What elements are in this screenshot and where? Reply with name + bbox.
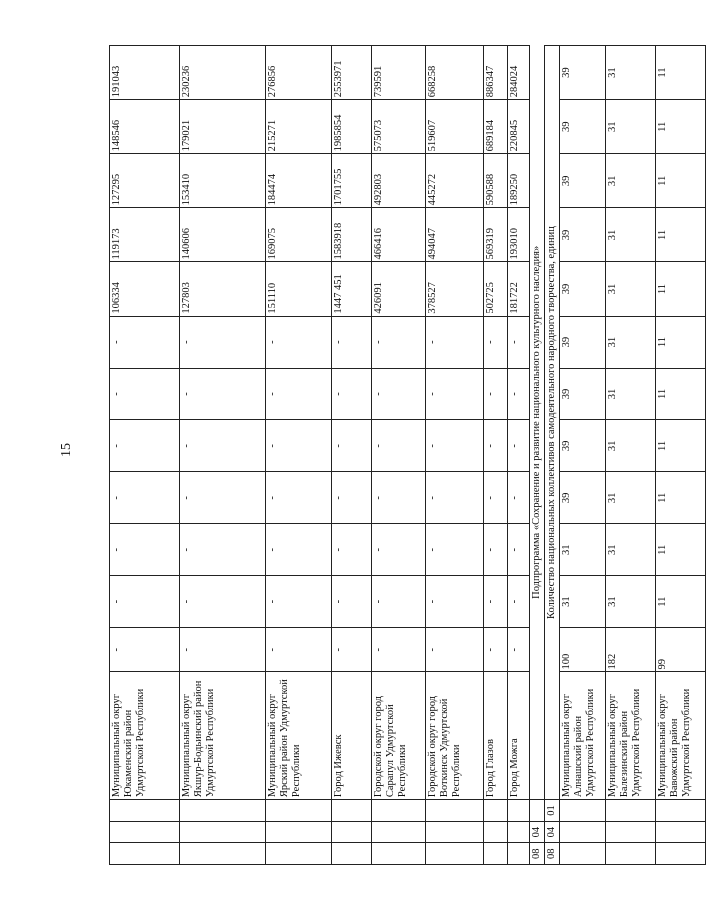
value-cell: -	[484, 576, 508, 628]
base-value-cell: -	[508, 628, 530, 672]
value-cell: 689184	[484, 100, 508, 154]
value-cell: 31	[606, 154, 656, 208]
value-cell: 39	[560, 368, 606, 420]
code-cell	[484, 843, 508, 865]
value-cell: 2553971	[332, 46, 372, 100]
value-cell: 215271	[266, 100, 332, 154]
value-cell: -	[508, 524, 530, 576]
code-cell	[606, 843, 656, 865]
code-cell	[180, 800, 266, 822]
code-cell	[372, 800, 426, 822]
code-cell	[508, 800, 530, 822]
value-cell: 31	[606, 472, 656, 524]
value-cell: -	[508, 316, 530, 368]
municipality-name-cell: Городской округ город Воткинск Удмуртской Республики	[426, 672, 484, 800]
value-cell: 193010	[508, 208, 530, 262]
municipality-name-cell: Муниципальный округ Алнашский район Удмуртской Республики	[560, 672, 606, 800]
table-row	[656, 46, 706, 865]
value-cell: -	[266, 576, 332, 628]
code-cell	[560, 800, 606, 822]
table-row	[508, 46, 530, 865]
value-cell: -	[426, 368, 484, 420]
value-cell: 11	[656, 524, 706, 576]
data-table	[109, 45, 706, 865]
value-cell: -	[180, 472, 266, 524]
municipality-name-cell: Муниципальный округ Вавожский район Удмуртской Республики	[656, 672, 706, 800]
table-row	[606, 46, 656, 865]
page-number: 15	[59, 443, 74, 457]
value-cell: 39	[560, 154, 606, 208]
code-cell	[426, 843, 484, 865]
value-cell: -	[180, 316, 266, 368]
code-cell	[332, 843, 372, 865]
table-row	[560, 46, 606, 865]
value-cell: 140606	[180, 208, 266, 262]
base-value-cell: -	[372, 628, 426, 672]
value-cell: 1701755	[332, 154, 372, 208]
municipality-name-cell: Городской округ город Сарапул Удмуртской Республики	[372, 672, 426, 800]
value-cell: 575073	[372, 100, 426, 154]
code-cell	[372, 821, 426, 843]
code-cell	[372, 843, 426, 865]
value-cell: -	[426, 524, 484, 576]
code-cell: 08	[545, 843, 560, 865]
value-cell: 179021	[180, 100, 266, 154]
value-cell: 106334	[110, 262, 180, 316]
value-cell: -	[484, 524, 508, 576]
value-cell: 31	[560, 576, 606, 628]
code-cell	[180, 843, 266, 865]
value-cell: 492803	[372, 154, 426, 208]
code-cell	[656, 821, 706, 843]
value-cell: 189250	[508, 154, 530, 208]
value-cell: -	[332, 420, 372, 472]
value-cell: 1583918	[332, 208, 372, 262]
code-cell	[266, 843, 332, 865]
code-cell	[110, 843, 180, 865]
value-cell: 11	[656, 576, 706, 628]
value-cell: 445272	[426, 154, 484, 208]
value-cell: 31	[560, 524, 606, 576]
value-cell: 151110	[266, 262, 332, 316]
value-cell: 378527	[426, 262, 484, 316]
value-cell: 31	[606, 524, 656, 576]
value-cell: 426091	[372, 262, 426, 316]
value-cell: 39	[560, 208, 606, 262]
table-body	[110, 46, 706, 865]
value-cell: 494047	[426, 208, 484, 262]
value-cell: 11	[656, 46, 706, 100]
value-cell: 466416	[372, 208, 426, 262]
municipality-name-cell: Муниципальный округ Балезинский район Удмуртской Республики	[606, 672, 656, 800]
code-cell: 04	[530, 821, 545, 843]
base-value-cell: 100	[560, 628, 606, 672]
value-cell: -	[484, 368, 508, 420]
value-cell: -	[508, 576, 530, 628]
value-cell: -	[266, 472, 332, 524]
municipality-name-cell: Город Ижевск	[332, 672, 372, 800]
value-cell: 31	[606, 576, 656, 628]
base-value-cell: -	[110, 628, 180, 672]
municipality-name-cell: Муниципальный округ Ярский район Удмуртской Республики	[266, 672, 332, 800]
code-cell	[656, 800, 706, 822]
value-cell: 31	[606, 208, 656, 262]
table-row	[332, 46, 372, 865]
value-cell: 181722	[508, 262, 530, 316]
base-value-cell: 99	[656, 628, 706, 672]
value-cell: -	[508, 368, 530, 420]
table-row	[372, 46, 426, 865]
code-cell	[266, 800, 332, 822]
value-cell: -	[110, 576, 180, 628]
value-cell: 31	[606, 46, 656, 100]
value-cell: 739591	[372, 46, 426, 100]
code-cell	[266, 821, 332, 843]
value-cell: 1985854	[332, 100, 372, 154]
value-cell: 31	[606, 420, 656, 472]
code-cell	[656, 843, 706, 865]
code-cell	[110, 800, 180, 822]
subprogram-title: Подпрограмма «Сохранение и развитие национального культурного наследия»	[530, 46, 545, 800]
code-cell	[180, 821, 266, 843]
value-cell: -	[266, 524, 332, 576]
value-cell: -	[110, 472, 180, 524]
value-cell: -	[332, 524, 372, 576]
value-cell: 220845	[508, 100, 530, 154]
code-cell	[426, 821, 484, 843]
value-cell: -	[110, 368, 180, 420]
table-row	[266, 46, 332, 865]
value-cell: -	[180, 524, 266, 576]
value-cell: 11	[656, 262, 706, 316]
value-cell: 39	[560, 316, 606, 368]
value-cell: -	[484, 316, 508, 368]
value-cell: 119173	[110, 208, 180, 262]
value-cell: 127295	[110, 154, 180, 208]
code-cell	[606, 821, 656, 843]
value-cell: -	[332, 472, 372, 524]
value-cell: -	[372, 420, 426, 472]
value-cell: 39	[560, 46, 606, 100]
value-cell: -	[484, 420, 508, 472]
value-cell: 11	[656, 472, 706, 524]
code-cell	[560, 843, 606, 865]
value-cell: -	[372, 316, 426, 368]
table-row	[180, 46, 266, 865]
value-cell: 153410	[180, 154, 266, 208]
code-cell	[426, 800, 484, 822]
base-value-cell: -	[266, 628, 332, 672]
code-cell	[606, 800, 656, 822]
value-cell: 184474	[266, 154, 332, 208]
value-cell: -	[332, 368, 372, 420]
table-row	[484, 46, 508, 865]
value-cell: -	[372, 368, 426, 420]
value-cell: -	[372, 576, 426, 628]
value-cell: -	[110, 524, 180, 576]
value-cell: 31	[606, 262, 656, 316]
value-cell: -	[426, 472, 484, 524]
value-cell: -	[180, 368, 266, 420]
value-cell: -	[266, 420, 332, 472]
code-cell	[508, 821, 530, 843]
value-cell: 148546	[110, 100, 180, 154]
value-cell: 569319	[484, 208, 508, 262]
value-cell: -	[110, 420, 180, 472]
value-cell: -	[426, 316, 484, 368]
value-cell: -	[426, 420, 484, 472]
value-cell: -	[332, 576, 372, 628]
code-cell	[530, 800, 545, 822]
value-cell: 11	[656, 368, 706, 420]
value-cell: 284024	[508, 46, 530, 100]
value-cell: 31	[606, 100, 656, 154]
value-cell: 668258	[426, 46, 484, 100]
value-cell: -	[426, 576, 484, 628]
code-cell: 08	[530, 843, 545, 865]
value-cell: 11	[656, 316, 706, 368]
indicator-row	[545, 46, 560, 865]
code-cell	[110, 821, 180, 843]
value-cell: 31	[606, 316, 656, 368]
subprogram-row	[530, 46, 545, 865]
base-value-cell: 182	[606, 628, 656, 672]
code-cell	[560, 821, 606, 843]
code-cell	[508, 843, 530, 865]
value-cell: -	[110, 316, 180, 368]
value-cell: 39	[560, 100, 606, 154]
municipality-name-cell: Муниципальный округ Якшур-Бодьинский район Удмуртской Республики	[180, 672, 266, 800]
value-cell: 11	[656, 100, 706, 154]
value-cell: 11	[656, 154, 706, 208]
municipality-name-cell: Город Можга	[508, 672, 530, 800]
value-cell: -	[180, 576, 266, 628]
code-cell: 04	[545, 821, 560, 843]
base-value-cell: -	[426, 628, 484, 672]
value-cell: 502725	[484, 262, 508, 316]
code-cell	[332, 821, 372, 843]
value-cell: 276856	[266, 46, 332, 100]
value-cell: 230236	[180, 46, 266, 100]
value-cell: -	[180, 420, 266, 472]
value-cell: 191043	[110, 46, 180, 100]
value-cell: -	[484, 472, 508, 524]
municipality-name-cell: Город Глазов	[484, 672, 508, 800]
value-cell: 39	[560, 420, 606, 472]
value-cell: 11	[656, 420, 706, 472]
value-cell: -	[266, 316, 332, 368]
base-value-cell: -	[180, 628, 266, 672]
rotated-table-container	[109, 45, 692, 865]
table-row	[110, 46, 180, 865]
value-cell: -	[372, 472, 426, 524]
value-cell: -	[266, 368, 332, 420]
value-cell: 519607	[426, 100, 484, 154]
value-cell: 127803	[180, 262, 266, 316]
value-cell: -	[372, 524, 426, 576]
value-cell: 31	[606, 368, 656, 420]
code-cell: 01	[545, 800, 560, 822]
value-cell: 886347	[484, 46, 508, 100]
value-cell: -	[508, 472, 530, 524]
municipality-name-cell: Муниципальный округ Юкаменский район Удмуртской Республики	[110, 672, 180, 800]
value-cell: 11	[656, 208, 706, 262]
value-cell: 169075	[266, 208, 332, 262]
code-cell	[484, 821, 508, 843]
base-value-cell: -	[332, 628, 372, 672]
code-cell	[332, 800, 372, 822]
code-cell	[484, 800, 508, 822]
value-cell: -	[508, 420, 530, 472]
value-cell: 39	[560, 262, 606, 316]
value-cell: 1447 451	[332, 262, 372, 316]
value-cell: -	[332, 316, 372, 368]
indicator-title: Количество национальных коллективов самодеятельного народного творчества, единиц	[545, 46, 560, 800]
table-row	[426, 46, 484, 865]
value-cell: 39	[560, 472, 606, 524]
base-value-cell: -	[484, 628, 508, 672]
value-cell: 590588	[484, 154, 508, 208]
